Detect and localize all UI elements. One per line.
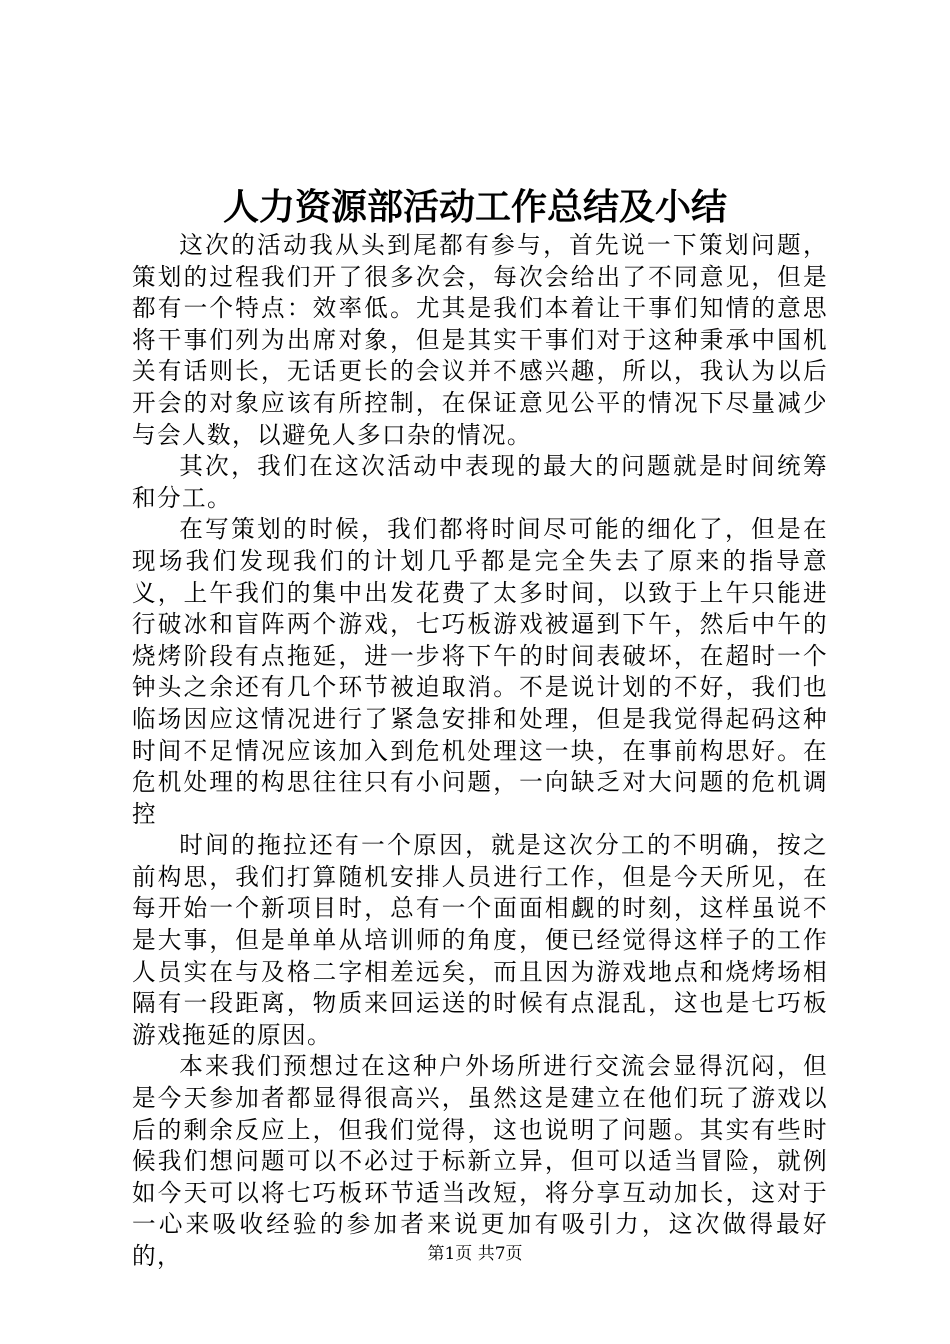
document-body bbox=[132, 230, 828, 1273]
document-title: 人力资源部活动工作总结及小结 bbox=[222, 186, 727, 228]
body-paragraph: 这次的活动我从头到尾都有参与，首先说一下策划问题，策划的过程我们开了很多次会，每次会给出了不同意见，但是都有一个特点：效率低。尤其是我们本着让干事们知情的意思将干事们列为出席对象，但是其实干事们对于这种秉承中国机关有话则长，无话更长的会议并不感兴趣，所以，我认为以后开会的对象应该有所控制，在保证意见公平的情况下尽量减少与会人数，以避免人多口杂的情况。 bbox=[132, 231, 828, 449]
body-paragraph: 其次，我们在这次活动中表现的最大的问题就是时间统筹和分工。 bbox=[132, 452, 828, 512]
body-paragraph: 本来我们预想过在这种户外场所进行交流会显得沉闷，但是今天参加者都显得很高兴，虽然这是建立在他们玩了游戏以后的剩余反应上，但我们觉得，这也说明了问题。其实有些时候我们想问题可以不必过于标新立异，但可以适当冒险，就例如今天可以将七巧板环节适当改短，将分享互动加长，这对于一心来吸收经验的参加者来说更加有吸引力，这次做得最好的， bbox=[132, 1052, 828, 1270]
body-paragraph: 在写策划的时候，我们都将时间尽可能的细化了，但是在现场我们发现我们的计划几乎都是完全失去了原来的指导意义，上午我们的集中出发花费了太多时间，以致于上午只能进行破冰和盲阵两个游戏，七巧板游戏被逼到下午，然后中午的烧烤阶段有点拖延，进一步将下午的时间表破坏，在超时一个钟头之余还有几个环节被迫取消。不是说计划的不好，我们也临场因应这情况进行了紧急安排和处理，但是我觉得起码这种时间不足情况应该加入到危机处理这一块，在事前构思好。在危机处理的构思往往只有小问题，一向缺乏对大问题的危机调控 bbox=[132, 515, 828, 828]
page-footer: 第1页 共7页 bbox=[427, 1244, 523, 1264]
body-paragraph: 时间的拖拉还有一个原因，就是这次分工的不明确，按之前构思，我们打算随机安排人员进行工作，但是今天所见，在每开始一个新项目时，总有一个面面相觑的时刻，这样虽说不是大事，但是单单从培训师的角度，便已经觉得这样子的工作人员实在与及格二字相差远矣，而且因为游戏地点和烧烤场相隔有一段距离，物质来回运送的时候有点混乱，这也是七巧板游戏拖延的原因。 bbox=[132, 831, 828, 1049]
